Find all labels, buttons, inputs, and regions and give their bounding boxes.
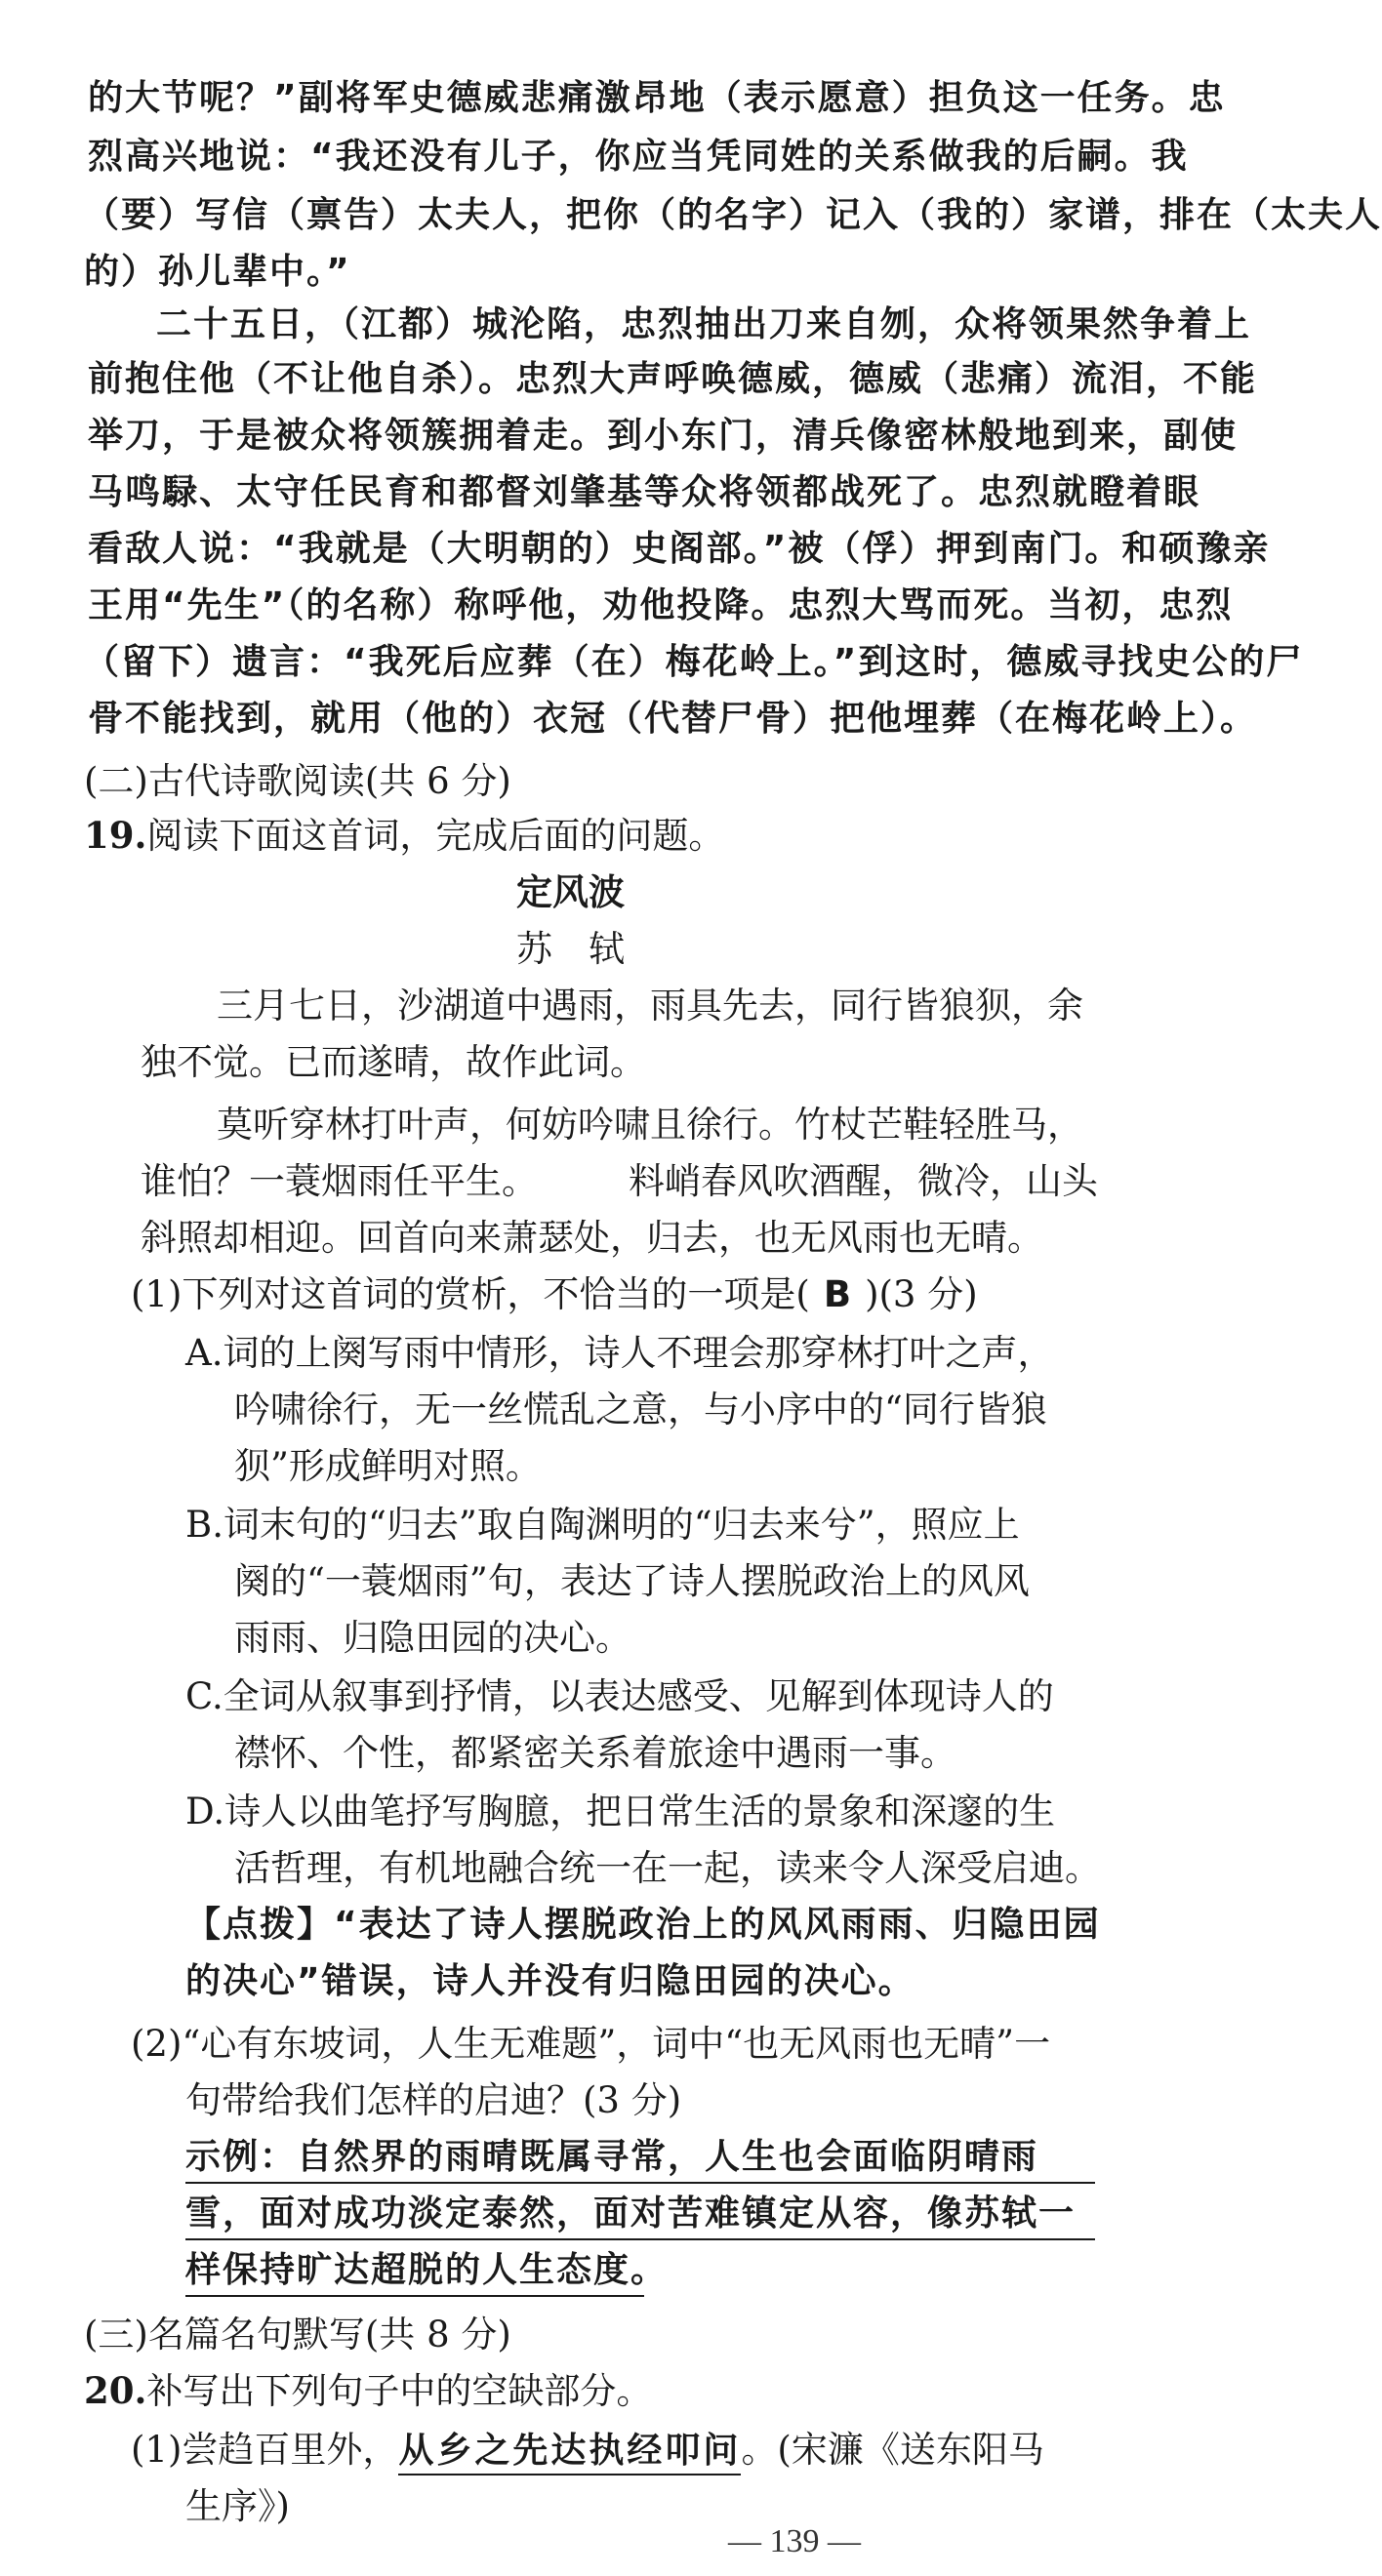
poem-author: 苏 轼 — [516, 928, 625, 970]
poem-line: 谁怕？一蓑烟雨任平生。 — [141, 1160, 538, 1202]
question-19 — [84, 806, 724, 859]
option-b: 雨雨、归隐田园的决心。 — [234, 1617, 631, 1659]
sub-question-2: 句带给我们怎样的启迪？(3 分) — [185, 2079, 682, 2121]
choice-answer: B — [823, 1273, 852, 1315]
option-c: 襟怀、个性，都紧密关系着旅途中遇雨一事。 — [234, 1732, 956, 1774]
sub-question-points: )(3 分) — [865, 1273, 978, 1315]
sub-question-stem: (1)下列对这首词的赏析，不恰当的一项是( — [131, 1273, 810, 1315]
translation-line: 前抱住他（不让他自杀）。忠烈大声呼唤德威，德威（悲痛）流泪，不能 — [88, 359, 1258, 399]
translation-line: （留下）遗言：“我死后应葬（在）梅花岭上。”到这时，德威寻找史公的尸 — [84, 642, 1304, 682]
written-answer-line: 雪，面对成功淡定泰然，面对苦难镇定从容，像苏轼一 — [185, 2186, 1095, 2240]
poem-line: 斜照却相迎。回首向来萧瑟处，归去，也无风雨也无晴。 — [141, 1217, 1043, 1259]
option-a: 狈”形成鲜明对照。 — [234, 1445, 542, 1487]
fill-in-item — [131, 2420, 1044, 2473]
question-prompt: 补写出下列句子中的空缺部分。 — [146, 2370, 653, 2412]
fill-in-source: 。(宋濂《送东阳马 — [741, 2429, 1044, 2471]
sub-question-1 — [131, 1265, 978, 1317]
translation-line: 烈高兴地说：“我还没有儿子，你应当凭同姓的关系做我的后嗣。我 — [88, 137, 1189, 177]
option-d: D.诗人以曲笔抒写胸臆，把日常生活的景象和深邃的生 — [185, 1791, 1056, 1832]
sub-question-2: (2)“心有东坡词，人生无难题”，词中“也无风雨也无晴”一 — [131, 2023, 1051, 2065]
section-heading: (二)古代诗歌阅读(共 6 分) — [84, 760, 511, 802]
option-a: 吟啸徐行，无一丝慌乱之意，与小序中的“同行皆狼 — [234, 1389, 1047, 1430]
poem-title: 定风波 — [516, 870, 625, 913]
fill-in-answer: 从乡之先达执经叩问 — [398, 2431, 741, 2475]
translation-line: 的大节呢？”副将军史德威悲痛激昂地（表示愿意）担负这一任务。忠 — [88, 78, 1226, 118]
translation-line: （要）写信（禀告）太夫人，把你（的名字）记入（我的）家谱，排在（太夫人 — [84, 195, 1382, 235]
page-number: — 139 — — [728, 2523, 861, 2559]
poem-preface-line: 三月七日，沙湖道中遇雨，雨具先去，同行皆狼狈，余 — [217, 985, 1083, 1026]
question-number: 19. — [84, 814, 147, 857]
poem-line: 料峭春风吹酒醒，微冷，山头 — [629, 1160, 1098, 1202]
written-answer-line: 示例：自然界的雨晴既属寻常，人生也会面临阴晴雨 — [185, 2129, 1095, 2184]
question-20 — [84, 2361, 652, 2414]
option-b: B.词末句的“归去”取自陶渊明的“归去来兮”，照应上 — [185, 1504, 1020, 1546]
section-heading: (三)名篇名句默写(共 8 分) — [84, 2314, 511, 2355]
hint-line: 【点拨】“表达了诗人摆脱政治上的风风雨雨、归隐田园 — [185, 1905, 1101, 1945]
poem-line: 莫听穿林打叶声，何妨吟啸且徐行。竹杖芒鞋轻胜马， — [217, 1104, 1083, 1146]
question-number: 20. — [84, 2369, 147, 2412]
translation-line: 骨不能找到，就用（他的）衣冠（代替尸骨）把他埋葬（在梅花岭上）。 — [88, 699, 1258, 739]
translation-line: 看敌人说：“我就是（大明朝的）史阁部。”被（俘）押到南门。和硕豫亲 — [88, 529, 1271, 569]
option-c: C.全词从叙事到抒情，以表达感受、见解到体现诗人的 — [185, 1675, 1054, 1717]
translation-line: 二十五日，（江都）城沦陷，忠烈抽出刀来自刎，众将领果然争着上 — [156, 304, 1252, 344]
translation-line: 马鸣騄、太守任民育和都督刘肇基等众将领都战死了。忠烈就瞪着眼 — [88, 472, 1201, 512]
option-b: 阕的“一蓑烟雨”句，表达了诗人摆脱政治上的风风 — [234, 1560, 1030, 1602]
poem-preface-line: 独不觉。已而遂晴，故作此词。 — [141, 1041, 646, 1083]
written-answer-line: 样保持旷达超脱的人生态度。 — [185, 2242, 644, 2297]
translation-line: 王用“先生”（的名称）称呼他，劝他投降。忠烈大骂而死。当初，忠烈 — [88, 585, 1234, 625]
option-d: 活哲理，有机地融合统一在一起，读来令人深受启迪。 — [234, 1847, 1101, 1889]
hint-line: 的决心”错误，诗人并没有归隐田园的决心。 — [185, 1961, 915, 2001]
translation-line: 的）孙儿辈中。” — [84, 252, 351, 292]
fill-in-stem: (1)尝趋百里外， — [131, 2429, 399, 2471]
option-a: A.词的上阕写雨中情形，诗人不理会那穿林打叶之声， — [185, 1332, 1054, 1374]
question-prompt: 阅读下面这首词，完成后面的问题。 — [146, 815, 725, 857]
fill-in-source: 生序》) — [185, 2485, 290, 2527]
translation-line: 举刀，于是被众将领簇拥着走。到小东门，清兵像密林般地到来，副使 — [88, 416, 1239, 456]
